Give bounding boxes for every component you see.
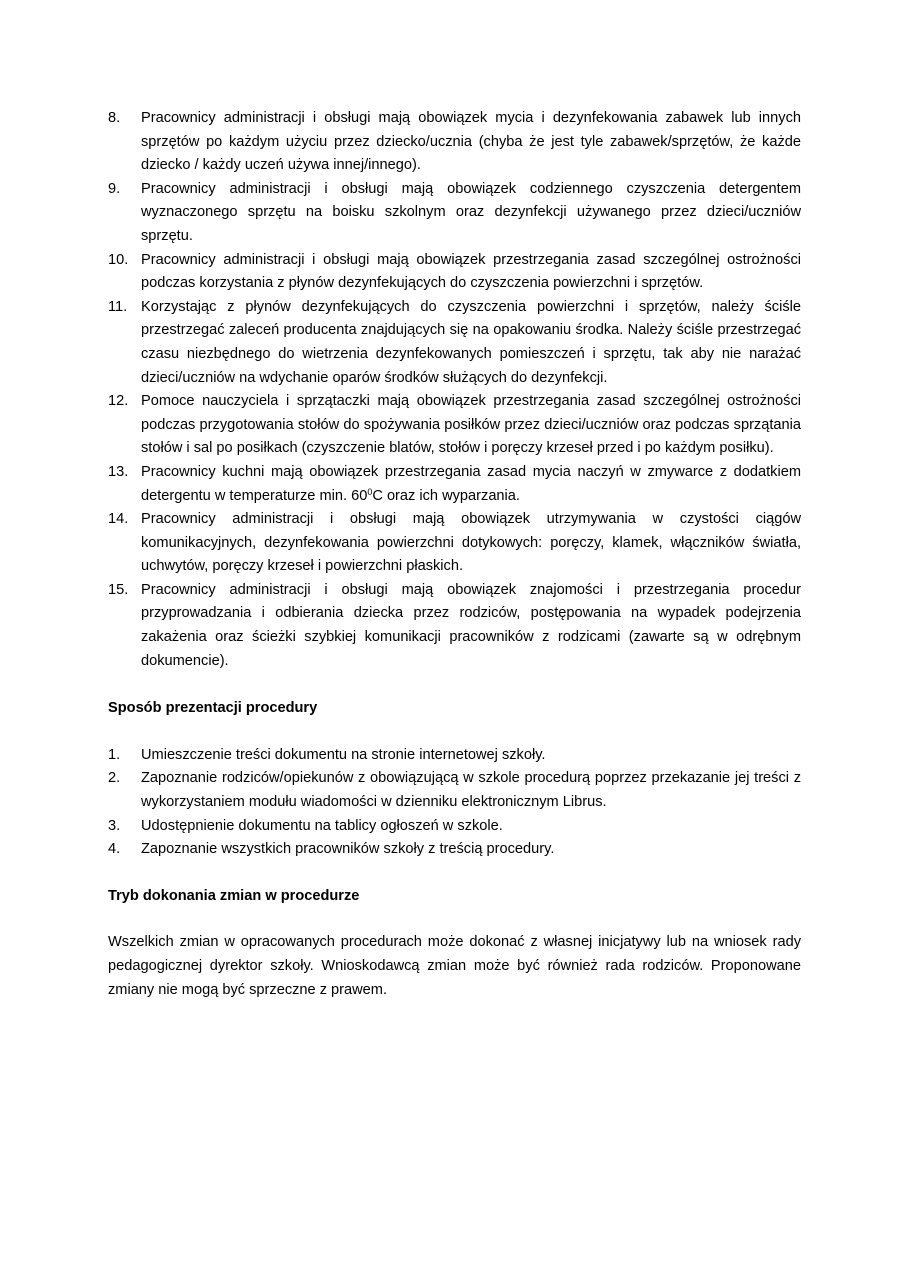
staff-duties-list [108,107,801,673]
list-item [108,838,801,862]
list-item [108,579,801,673]
section-heading-changes: Tryb dokonania zmian w procedurze [108,887,360,904]
list-item-text [141,461,801,508]
list-item-number: 15. [108,581,129,598]
list-item-number: 1. [108,746,121,763]
list-item-number: 3. [108,817,121,834]
list-item-number: 9. [108,180,121,197]
list-item [108,508,801,579]
list-item-number: 13. [108,463,129,480]
presentation-list [108,744,801,862]
list-item-text: Pracownicy administracji i obsługi mają obowiązek utrzymywania w czystości ciągów komunikacyjnych, dezynfekowania powierzchni dotykowych: poręczy, klamek, włączników światła, uchwytów, poręczy krzeseł i powierzchni płaskich. [141,511,801,575]
list-item [108,249,801,296]
section-heading-presentation: Sposób prezentacji procedury [108,700,318,717]
changes-paragraph: Wszelkich zmian w opracowanych procedurach może dokonać z własnej inicjatywy lub na wniosek rady pedagogicznej dyrektor szkoły. Wnioskodawcą zmian może być również rada rodziców. Proponowane zmiany nie mogą być sprzeczne z prawem. [108,934,801,998]
list-item-text: Korzystając z płynów dezynfekujących do czyszczenia powierzchni i sprzętów, należy ściśle przestrzegać zaleceń producenta znajdujących się na opakowaniu środka. Należy ściśle przestrzegać czasu niezbędnego do wietrzenia dezynfekowanych pomieszczeń i sprzętu, tak aby nie narażać dzieci/uczniów na wdychanie oparów środków służących do dezynfekcji. [141,298,801,386]
list-item-number: 14. [108,511,129,528]
list-item [108,767,801,814]
degree-superscript: 0 [367,486,373,497]
list-item-number: 10. [108,251,129,268]
list-item [108,107,801,178]
list-item [108,815,801,839]
list-item-text: Pracownicy administracji i obsługi mają obowiązek przestrzegania zasad szczególnej ostrożności podczas korzystania z płynów dezynfekujących do czyszczenia powierzchni i sprzętów. [141,251,801,292]
list-item-text: Zapoznanie rodziców/opiekunów z obowiązującą w szkole procedurą poprzez przekazanie jej treści z wykorzystaniem modułu wiadomości w dzienniku elektronicznym Librus. [141,770,801,811]
list-item [108,390,801,461]
list-item-number: 4. [108,841,121,858]
list-item [108,178,801,249]
list-item-text: Pomoce nauczyciela i sprzątaczki mają obowiązek przestrzegania zasad szczególnej ostrożności podczas przygotowania stołów do spożywania posiłków przez dzieci/uczniów oraz podczas sprzątania stołów i sal po posiłkach (czyszczenie blatów, stołów i poręczy krzeseł przed i po każdym posiłku). [141,393,801,457]
list-item-text: Pracownicy administracji i obsługi mają obowiązek mycia i dezynfekowania zabawek lub innych sprzętów po każdym użyciu przez dziecko/ucznia (chyba że jest tyle zabawek/sprzętów, że każde dziecko / każdy uczeń używa innej/innego). [141,110,801,174]
list-item-number: 12. [108,393,129,410]
text-after-degree: C oraz ich wyparzania. [372,487,520,504]
list-item-number: 11. [108,298,128,315]
list-item-text: Udostępnienie dokumentu na tablicy ogłoszeń w szkole. [141,817,503,834]
list-item-text: Umieszczenie treści dokumentu na stronie internetowej szkoły. [141,746,546,763]
list-item-text: Pracownicy administracji i obsługi mają obowiązek znajomości i przestrzegania procedur przyprowadzania i odbierania dziecka przez rodziców, postępowania na wypadek podejrzenia zakażenia oraz ścieżki szybkiej komunikacji pracowników z rodzicami (zawarte są w odrębnym dokumencie). [141,581,801,669]
list-item-text: Zapoznanie wszystkich pracowników szkoły z treścią procedury. [141,841,555,858]
list-item [108,461,801,508]
document-page [108,107,801,1017]
list-item-number: 8. [108,110,121,126]
list-item [108,744,801,768]
list-item-text: Pracownicy administracji i obsługi mają obowiązek codziennego czyszczenia detergentem wyznaczonego sprzętu na boisku szkolnym oraz dezynfekcji używanego przez dzieci/uczniów sprzętu. [141,180,801,244]
text-before-degree: Pracownicy kuchni mają obowiązek przestrzegania zasad mycia naczyń w zmywarce z dodatkiem detergentu w temperaturze min. 60 [141,463,801,504]
list-item-number: 2. [108,770,121,787]
list-item [108,296,801,390]
